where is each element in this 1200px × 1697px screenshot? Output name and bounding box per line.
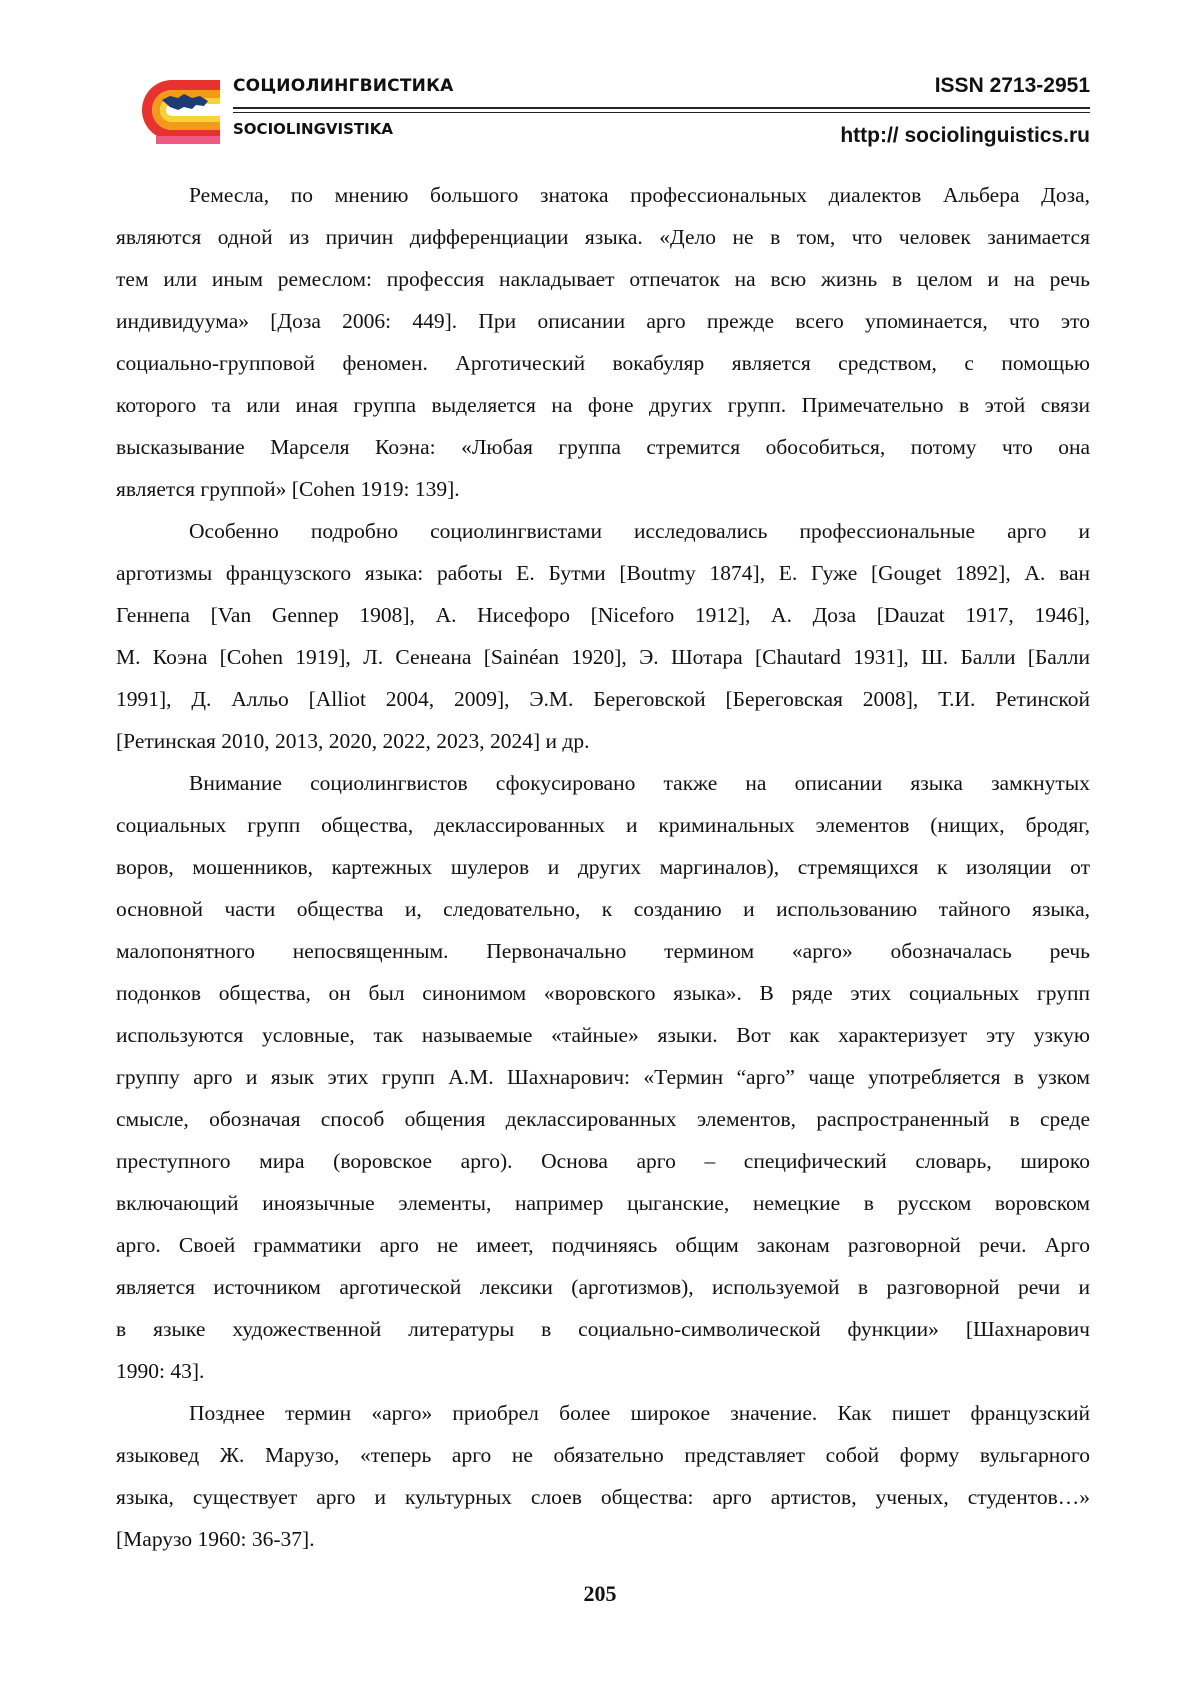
text-line: 1991], Д. Алльо [Alliot 2004, 2009], Э.М. Береговской [Береговская 2008], Т.И. Ретинской	[116, 687, 1090, 711]
text-line: Ремесла, по мнению большого знатока профессиональных диалектов Альбера Доза,	[189, 183, 1090, 207]
text-line: М. Коэна [Cohen 1919], Л. Сенеана [Sainéan 1920], Э. Шотара [Chautard 1931], Ш. Балли [Балли	[116, 645, 1090, 669]
text-line: Геннепа [Van Gennep 1908], А. Нисефоро [Niceforo 1912], А. Доза [Dauzat 1917, 1946],	[116, 603, 1090, 627]
paragraph	[116, 510, 1090, 762]
text-line: [Ретинская 2010, 2013, 2020, 2022, 2023, 2024] и др.	[116, 729, 590, 753]
text-line: используются условные, так называемые «тайные» языки. Вот как характеризует эту узкую	[116, 1023, 1090, 1047]
header-rule	[233, 107, 1090, 109]
journal-title-ru: СОЦИОЛИНГВИСТИКА	[233, 76, 454, 96]
text-line: малопонятного непосвященным. Первоначально термином «арго» обозначалась речь	[116, 939, 1090, 963]
journal-logo-icon	[112, 74, 220, 146]
paragraph	[116, 1392, 1090, 1560]
text-line: являются одной из причин дифференциации языка. «Дело не в том, что человек занимается	[116, 225, 1090, 249]
text-line: в языке художественной литературы в социально-символической функции» [Шахнарович	[116, 1317, 1090, 1341]
article-body	[116, 174, 1090, 1560]
page-header	[0, 0, 1200, 160]
text-line: Внимание социолингвистов сфокусировано также на описании языка замкнутых	[189, 771, 1090, 795]
text-line: высказывание Марселя Коэна: «Любая группа стремится обособиться, потому что она	[116, 435, 1090, 459]
text-line: является группой» [Cohen 1919: 139].	[116, 477, 460, 501]
text-line: Позднее термин «арго» приобрел более широкое значение. Как пишет французский	[189, 1401, 1090, 1425]
text-line: 1990: 43].	[116, 1359, 205, 1383]
paragraph	[116, 174, 1090, 510]
text-line: Особенно подробно социолингвистами исследовались профессиональные арго и	[189, 519, 1090, 543]
text-line: которого та или иная группа выделяется на фоне других групп. Примечательно в этой связи	[116, 393, 1090, 417]
header-rule-thin	[233, 112, 1090, 113]
text-line: арготизмы французского языка: работы Е. Бутми [Boutmy 1874], Е. Гуже [Gouget 1892], А. ван	[116, 561, 1090, 585]
text-line: является источником арготической лексики (арготизмов), используемой в разговорной речи и	[116, 1275, 1090, 1299]
page-number: 205	[583, 1581, 617, 1606]
issn-label: ISSN 2713-2951	[934, 74, 1090, 97]
text-line: социальных групп общества, деклассированных и криминальных элементов (нищих, бродяг,	[116, 813, 1090, 837]
text-line: смысле, обозначая способ общения деклассированных элементов, распространенный в среде	[116, 1107, 1090, 1131]
text-line: группу арго и язык этих групп А.М. Шахнарович: «Термин “арго” чаще употребляется в узком	[116, 1065, 1090, 1089]
journal-url[interactable]: http:// sociolinguistics.ru	[840, 124, 1090, 147]
text-line: социально-групповой феномен. Арготический вокабуляр является средством, с помощью	[116, 351, 1090, 375]
text-line: основной части общества и, следовательно, к созданию и использованию тайного языка,	[116, 897, 1090, 921]
text-line: включающий иноязычные элементы, например цыганские, немецкие в русском воровском	[116, 1191, 1090, 1215]
journal-title-en: SOCIOLINGVISTIKA	[233, 120, 393, 138]
text-line: арго. Своей грамматики арго не имеет, подчиняясь общим законам разговорной речи. Арго	[116, 1233, 1090, 1257]
text-line: преступного мира (воровское арго). Основа арго – специфический словарь, широко	[116, 1149, 1090, 1173]
text-line: индивидуума» [Доза 2006: 449]. При описании арго прежде всего упоминается, что это	[116, 309, 1090, 333]
text-line: воров, мошенников, картежных шулеров и других маргиналов), стремящихся к изоляции от	[116, 855, 1090, 879]
text-line: тем или иным ремеслом: профессия накладывает отпечаток на всю жизнь в целом и на речь	[116, 267, 1090, 291]
paragraph	[116, 762, 1090, 1392]
text-line: языковед Ж. Марузо, «теперь арго не обязательно представляет собой форму вульгарного	[116, 1443, 1090, 1467]
text-line: [Марузо 1960: 36-37].	[116, 1527, 315, 1551]
text-line: языка, существует арго и культурных слоев общества: арго артистов, ученых, студентов…»	[116, 1485, 1090, 1509]
text-line: подонков общества, он был синонимом «воровского языка». В ряде этих социальных групп	[116, 981, 1090, 1005]
